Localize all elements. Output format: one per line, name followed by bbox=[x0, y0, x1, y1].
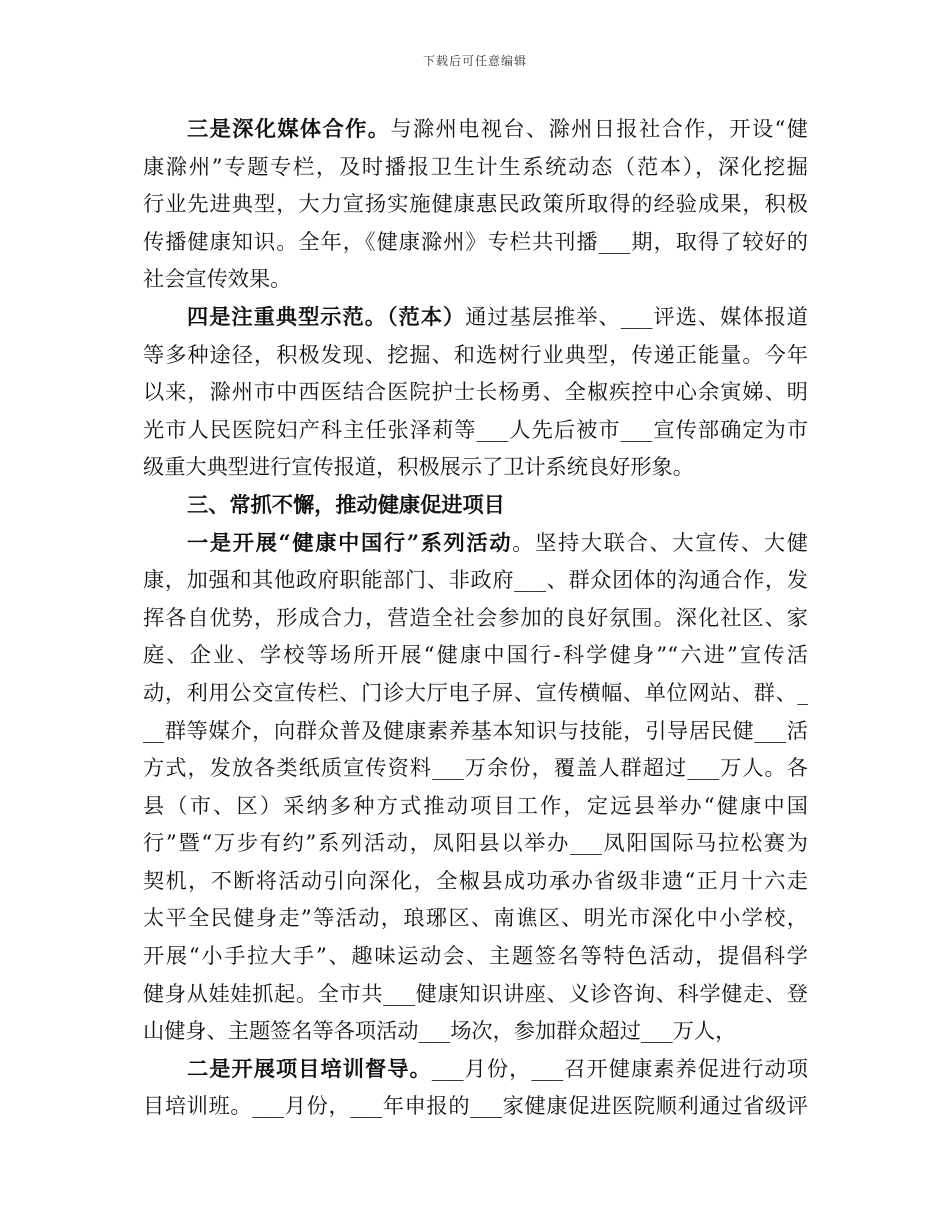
text-line bbox=[143, 1050, 808, 1088]
text-line bbox=[143, 110, 808, 148]
page-header: 下载后可任意编辑 bbox=[422, 54, 527, 68]
body-text: 挥各自优势，形成合力，营造全社会参加的良好氛围。深化社区、家 bbox=[143, 604, 808, 630]
text-line bbox=[143, 1087, 808, 1125]
text-line bbox=[143, 336, 808, 374]
text-line bbox=[143, 486, 808, 524]
text-line bbox=[143, 1012, 808, 1050]
text-line bbox=[143, 524, 808, 562]
text-line bbox=[143, 824, 808, 862]
body-text: 。坚持大联合、大宣传、大健 bbox=[512, 529, 808, 555]
body-text: 方式，发放各类纸质宣传资料___万余份，覆盖人群超过___万人。各 bbox=[143, 755, 808, 781]
text-line bbox=[143, 975, 808, 1013]
body-text: 康滁州”专题专栏，及时播报卫生计生系统动态（范本），深化挖掘 bbox=[143, 153, 808, 179]
body-text: __群等媒介，向群众普及健康素养基本知识与技能，引导居民健___活 bbox=[143, 717, 808, 743]
body-text: 动，利用公交宣传栏、门诊大厅电子屏、宣传横幅、单位网站、群、_ bbox=[143, 679, 808, 705]
body-text: 等多种途径，积极发现、挖掘、和选树行业典型，传递正能量。今年 bbox=[143, 341, 808, 367]
text-line bbox=[143, 223, 808, 261]
body-text: 县（市、区）采纳多种方式推动项目工作，定远县举办“健康中国 bbox=[143, 792, 808, 818]
text-line bbox=[143, 712, 808, 750]
text-line bbox=[143, 260, 808, 298]
body-text: 契机，不断将活动引向深化，全椒县成功承办省级非遗“正月十六走 bbox=[143, 867, 808, 893]
body-text: 传播健康知识。全年，《健康滁州》专栏共刊播___期，取得了较好的 bbox=[143, 228, 808, 254]
document-body bbox=[143, 110, 808, 1125]
text-line bbox=[143, 749, 808, 787]
text-line bbox=[143, 185, 808, 223]
body-text: 社会宣传效果。 bbox=[143, 266, 292, 292]
text-line bbox=[143, 148, 808, 186]
body-text: 通过基层推举、___评选、媒体报道 bbox=[465, 303, 808, 329]
body-text: 与滁州电视台、滁州日报社合作，开设“健 bbox=[390, 116, 808, 141]
body-text: 光市人民医院妇产科主任张泽莉等___人先后被市___宣传部确定为市 bbox=[143, 416, 808, 442]
text-line bbox=[143, 599, 808, 637]
bold-heading-text: 三、常抓不懈，推动健康促进项目 bbox=[187, 491, 505, 517]
text-line bbox=[143, 411, 808, 449]
body-text: 以来，滁州市中西医结合医院护士长杨勇、全椒疾控中心余寅娣、明 bbox=[143, 379, 808, 405]
text-line bbox=[143, 899, 808, 937]
text-line bbox=[143, 373, 808, 411]
bold-heading-text: 三是深化媒体合作。 bbox=[187, 116, 391, 141]
body-text: 开展“小手拉大手”、趣味运动会、主题签名等特色活动，提倡科学 bbox=[143, 943, 808, 969]
body-text: 目培训班。___月份，___年申报的___家健康促进医院顺利通过省级评 bbox=[143, 1093, 808, 1119]
body-text: 山健身、主题签名等各项活动___场次，参加群众超过___万人， bbox=[143, 1018, 737, 1044]
body-text: 庭、企业、学校等场所开展“健康中国行-科学健身”“六进”宣传活 bbox=[143, 642, 808, 668]
bold-heading-text: 四是注重典型示范。（范本） bbox=[187, 303, 466, 329]
text-line bbox=[143, 448, 808, 486]
text-line bbox=[143, 787, 808, 825]
body-text: 康，加强和其他政府职能部门、非政府___、群众团体的沟通合作，发 bbox=[143, 567, 808, 593]
body-text: 级重大典型进行宣传报道，积极展示了卫计系统良好形象。 bbox=[143, 454, 694, 480]
text-line bbox=[143, 937, 808, 975]
bold-heading-text: 二是开展项目培训督导。 bbox=[187, 1055, 432, 1081]
bold-heading-text: 一是开展“健康中国行”系列活动 bbox=[187, 529, 513, 555]
body-text: 行业先进典型，大力宣扬实施健康惠民政策所取得的经验成果，积极 bbox=[143, 191, 808, 217]
text-line bbox=[143, 636, 808, 674]
text-line bbox=[143, 674, 808, 712]
text-line bbox=[143, 298, 808, 336]
text-line bbox=[143, 862, 808, 900]
body-text: 太平全民健身走”等活动，琅琊区、南谯区、明光市深化中小学校， bbox=[143, 905, 808, 931]
body-text: 健身从娃娃抓起。全市共___健康知识讲座、义诊咨询、科学健走、登 bbox=[143, 980, 808, 1006]
body-text: 行”暨“万步有约”系列活动，凤阳县以举办___凤阳国际马拉松赛为 bbox=[143, 830, 808, 856]
body-text: ___月份，___召开健康素养促进行动项 bbox=[431, 1055, 808, 1081]
text-line bbox=[143, 561, 808, 599]
